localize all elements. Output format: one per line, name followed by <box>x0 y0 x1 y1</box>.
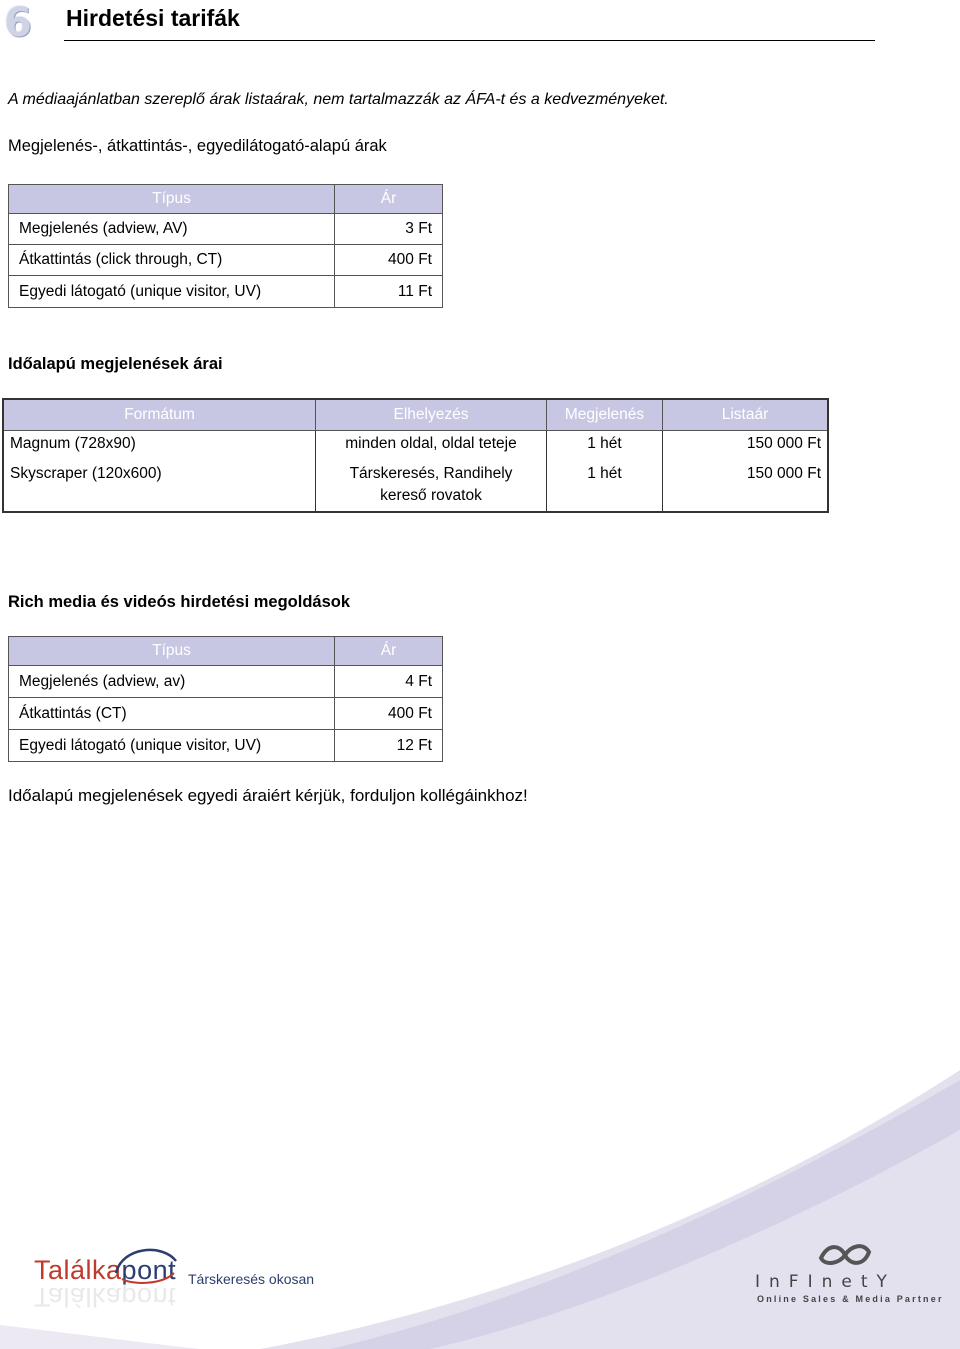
table-row <box>9 214 443 245</box>
cell-placement: Társkeresés, Randihely kereső rovatok <box>316 461 547 512</box>
table-row <box>3 461 828 512</box>
page-title: Hirdetési tarifák <box>66 5 240 31</box>
cell-price: 400 Ft <box>335 698 443 730</box>
footer-note: Időalapú megjelenések egyedi áraiért kérjük, forduljon kollégáinkhoz! <box>8 786 528 805</box>
cell-type: Egyedi látogató (unique visitor, UV) <box>9 730 335 762</box>
price-note: A médiaajánlatban szereplő árak listaárak, nem tartalmazzák az ÁFA-t és a kedvezményeket. <box>8 91 669 108</box>
title-divider <box>64 40 875 41</box>
cell-list-price: 150 000 Ft <box>746 435 821 452</box>
cell-type: Egyedi látogató (unique visitor, UV) <box>9 276 335 308</box>
cell-format: Skyscraper (120x600) <box>3 461 316 512</box>
col-header-placement: Elhelyezés <box>316 399 547 431</box>
chapter-number: 6 <box>4 0 32 46</box>
table-row <box>3 431 828 462</box>
col-header-type: Típus <box>9 185 335 214</box>
cell-duration: 1 hét <box>547 461 663 512</box>
cell-price: 11 Ft <box>335 276 443 308</box>
section1-price-table <box>8 184 443 308</box>
section3-heading: Rich media és videós hirdetési megoldások <box>8 593 351 611</box>
col-header-type: Típus <box>9 637 335 666</box>
cell-type: Megjelenés (adview, AV) <box>9 214 335 245</box>
cell-price: 4 Ft <box>335 666 443 698</box>
infinity-icon <box>815 1240 875 1270</box>
col-header-price: Ár <box>335 185 443 214</box>
infinety-tagline: Online Sales & Media Partner <box>757 1294 944 1304</box>
section3-price-table <box>8 636 443 762</box>
logo-text-part2: pont <box>121 1255 177 1285</box>
cell-placement: minden oldal, oldal teteje <box>316 431 547 462</box>
cell-type: Átkattintás (click through, CT) <box>9 245 335 276</box>
section1-heading: Megjelenés-, átkattintás-, egyedilátogató-alapú árak <box>8 137 387 155</box>
col-header-list-price: Listaár <box>663 399 829 431</box>
table-row <box>9 666 443 698</box>
cell-price: 3 Ft <box>335 214 443 245</box>
table-row <box>9 245 443 276</box>
table-header-row <box>9 637 443 666</box>
table-header-row <box>3 399 828 431</box>
cell-list-price: 150 000 Ft <box>746 465 821 482</box>
logo-swirl-icon <box>112 1243 184 1287</box>
section2-price-table <box>2 398 829 513</box>
cell-type: Átkattintás (CT) <box>9 698 335 730</box>
col-header-duration: Megjelenés <box>547 399 663 431</box>
logo-slogan: Társkeresés okosan <box>188 1271 315 1287</box>
cell-price: 12 Ft <box>335 730 443 762</box>
cell-type: Megjelenés (adview, av) <box>9 666 335 698</box>
col-header-price: Ár <box>335 637 443 666</box>
section2-heading: Időalapú megjelenések árai <box>8 355 223 373</box>
table-row <box>9 730 443 762</box>
col-header-format: Formátum <box>3 399 316 431</box>
cell-price: 400 Ft <box>335 245 443 276</box>
logo-reflection: Találkapont <box>34 1282 177 1312</box>
table-row <box>9 698 443 730</box>
logo-text-part1: Találka <box>34 1255 122 1285</box>
infinety-wordmark: InFInetY <box>755 1272 896 1292</box>
cell-duration: 1 hét <box>547 431 663 462</box>
table-header-row <box>9 185 443 214</box>
cell-format: Magnum (728x90) <box>3 431 316 462</box>
table-row <box>9 276 443 308</box>
